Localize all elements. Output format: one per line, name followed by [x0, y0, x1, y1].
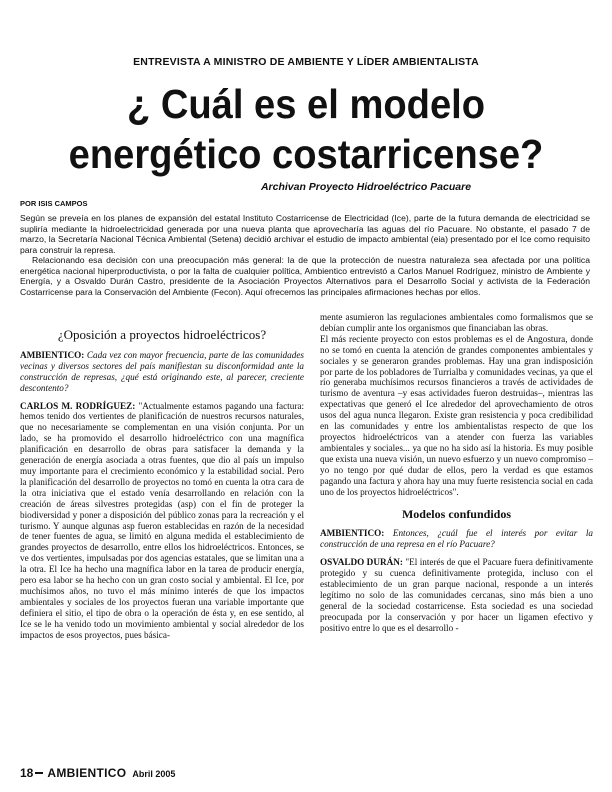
answer-1: [20, 401, 304, 641]
issue-date: Abril 2005: [132, 769, 176, 779]
section-heading-oposicion: ¿Oposición a proyectos hidroeléctricos?: [57, 327, 267, 342]
footer-dash: [35, 772, 43, 774]
byline: POR ISIS CAMPOS: [20, 199, 88, 208]
answer-speaker: CARLOS M. RODRÍGUEZ:: [20, 400, 136, 411]
answer-text: "El interés de que el Pacuare fuera definitivamente protegido y su cuenca definitivamente protegida, incluso con el establecimiento de un gran parque nacional, responde a un interés legítimo no solo de las comunidades cercanas, sino más bien a uno general de la sociedad costarricense. Esta sociedad es una sociedad preocupada por la conservación y por hacer un ligamen efectivo y positivo entre lo que es el desarrollo -: [320, 557, 593, 633]
column-right: [320, 312, 593, 633]
question-speaker: AMBIENTICO:: [20, 349, 85, 360]
subtitle: Archivan Proyecto Hidroeléctrico Pacuare: [260, 181, 472, 193]
question-speaker: AMBIENTICO:: [320, 528, 385, 539]
headline-line-2: energético costarricense?: [68, 131, 544, 177]
section-heading-modelos: Modelos confundidos: [401, 507, 512, 522]
answer-text: "Actualmente estamos pagando una factura: hemos tenido dos vertientes de planificación de nuestros recursos naturales, que no necesariamente se complementan en una visión conjunta. Por un lado, se ha promovido el desarrollo hidroeléctrico con una magnífica planificación en desarrollo de obras para satisfacer la demanda y la generación de energía asociada a otras fuentes, que dio al país un impulso muy importante para el crecimiento económico y la estabilidad social. Pero la planificación del desarrollo de proyectos no tomó en cuenta la otra cara de la otra iniciativa que el estado venía desarrollando en relación con la creación de áreas silvestres protegidas (asp) con el fin de proteger la biodiversidad y poner a disposición del público zonas para la recreación y el turismo. Y aunque algunas asp fueron establecidas en razón de la necesidad de tener fuentes de agua, se limitó en alguna medida el establecimiento de grandes proyectos de desarrollo, entre ellos los hidroeléctricos. Entonces, se ve dos vertientes, impulsadas por dos agencias estatales, que se limitan una a la otra. El Ice ha hecho una magnífica labor en la tarea de producir energía, pero esa labor se ha hecho con un gran costo social y ambiental. El Ice, por muchísimos años, no tuvo el más mínimo interés de que los impactos ambientales y sociales de los proyectos fueran una variable importante que definiera el sitio, el tipo de obra o la operación de ésta y, en ese sentido, al Ice se le ha venido todo un movimiento ambiental y social alrededor de los impactos de esos proyectos, pues básica-: [20, 400, 305, 640]
question-text: Cada vez con mayor frecuencia, parte de las comunidades vecinas y diversos sectores del país manifiestan su disconformidad ante la construcción de represas, ¿qué está originando este, al parecer, creciente descontento?: [20, 349, 304, 393]
continued-paragraph-2: El más reciente proyecto con estos problemas es el de Angostura, donde no se tomó en cuenta la atención de grandes componentes ambientales y sociales y se generaron grandes problemas. Hay una gran indisposición por parte de los pobladores de Turrialba y comunidades vecinas, ya que el río generaba muchísimos recursos financieros a través de actividades de turismo de aventura –y esas actividades fueron destruidas–, mientras las expectativas que generó el Ice alrededor del aprovechamiento de otros usos del agua nunca llegaron. Existe gran resistencia y poca credibilidad en las comunidades y entre los ambientalistas respecto de que los proyectos hidroeléctricos van a atender con fuerza las variables ambientales y sociales... ya que no ha sido así la historia. Es muy posible que exista una nueva visión, un nuevo esfuerzo y un nuevo compromiso –yo no tengo por qué dudar de ellos, pero la verdad es que estamos pagando una factura y ahora hay una muy fuerte resistencia social en cada uno de los proyectos hidroeléctricos".: [320, 333, 593, 497]
column-left: [20, 327, 305, 640]
intro-paragraph-1: Según se preveía en los planes de expansión del estatal Instituto Costarricense de Electricidad (Ice), parte de la futura demanda de electricidad se supliría mediante la hidroelectricidad generada por una nueva planta que aprovecharía las aguas del río Pacuare. No obstante, el pasado 7 de marzo, la Secretaría Nacional Técnica Ambiental (Setena) decidió archivar el estudio de impacto ambiental (eia) presentado por el Ice como requisito para construir la represa.: [20, 213, 590, 255]
headline-line-1: ¿ Cuál es el modelo: [126, 81, 486, 127]
magazine-logo: AMBIENTICO: [47, 766, 127, 780]
footer: [20, 764, 175, 782]
kicker: ENTREVISTA A MINISTRO DE AMBIENTE Y LÍDER AMBIENTALISTA: [133, 56, 479, 68]
question-1: [20, 350, 304, 394]
page-number: 18: [20, 766, 34, 780]
intro-paragraph-2: Relacionando esa decisión con una preocupación más general: la de que la protección de nuestra naturaleza sea afectada por una política energética nacional hiperproductivista, o por la falta de cualquier política, Ambientico entrevistó a Carlos Manuel Rodríguez, ministro de Ambiente y Energía, y a Osvaldo Durán Castro, presidente de la Asociación Proyectos Alternativos para el Desarrollo Social y activista de la Federación Costarricense para la Conservación del Ambiente (Fecon). Aquí ofrecemos las principales afirmaciones hechas por ellos.: [20, 255, 590, 297]
continued-paragraph-1: mente asumieron las regulaciones ambientales como formalismos que se debían cumplir ante los organismos que financiaban las obras.: [320, 312, 593, 333]
answer-speaker: OSVALDO DURÁN:: [320, 557, 403, 568]
question-text: Entonces, ¿cuál fue el interés por evitar la construcción de una represa en el río Pacuare?: [320, 528, 593, 550]
answer-2: [320, 557, 593, 633]
intro: [20, 213, 590, 297]
question-2: [320, 528, 593, 550]
